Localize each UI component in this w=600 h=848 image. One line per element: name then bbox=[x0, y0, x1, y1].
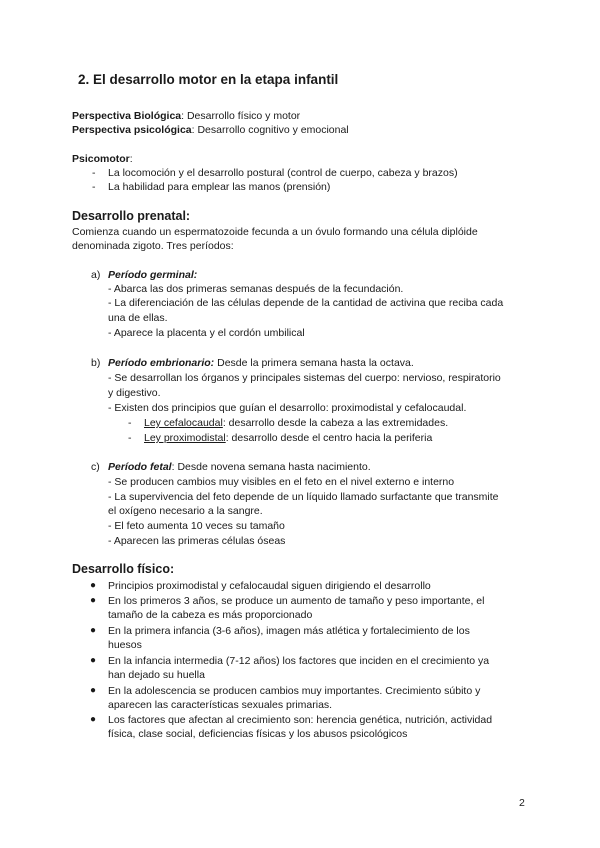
dash-marker: - bbox=[92, 167, 96, 179]
prenatal-intro-line: denominada zigoto. Tres períodos: bbox=[72, 240, 234, 252]
fisico-item-line: aparecen las características sexuales primarias. bbox=[108, 699, 333, 711]
ley-cefalocaudal-desc: : desarrollo desde la cabeza a las extremidades. bbox=[222, 417, 449, 429]
ley-cefalocaudal bbox=[144, 416, 448, 430]
ley-proximodistal-desc: : desarrollo desde el centro hacia la periferia bbox=[225, 432, 433, 444]
prenatal-heading: Desarrollo prenatal: bbox=[72, 209, 191, 223]
page-number: 2 bbox=[519, 797, 525, 809]
periodo-germinal-line: - La diferenciación de las células depende de la cantidad de activina que reciba cada bbox=[108, 297, 504, 309]
dash-marker: - bbox=[92, 181, 96, 193]
fisico-item-line: En la primera infancia (3-6 años), imagen más atlética y fortalecimiento de los bbox=[108, 625, 470, 637]
fisico-item-line: En la infancia intermedia (7-12 años) los factores que inciden en el crecimiento ya bbox=[108, 655, 490, 667]
fisico-item-line: huesos bbox=[108, 639, 142, 651]
section-title: 2. El desarrollo motor en la etapa infantil bbox=[78, 72, 339, 87]
bullet-icon: ● bbox=[90, 580, 97, 591]
list-marker-b: b) bbox=[91, 357, 101, 369]
psicomotor-item: La habilidad para emplear las manos (prensión) bbox=[108, 181, 331, 193]
periodo-fetal-line: - Aparecen las primeras células óseas bbox=[108, 535, 286, 547]
fisico-item-line: Los factores que afectan al crecimiento son: herencia genética, nutrición, actividad bbox=[108, 714, 493, 726]
periodo-germinal-line: una de ellas. bbox=[108, 312, 168, 324]
periodo-germinal-title bbox=[108, 268, 197, 282]
periodo-fetal-line: el oxígeno necesario a la sangre. bbox=[108, 505, 263, 517]
periodo-embrionario-rest: Desde la primera semana hasta la octava. bbox=[214, 357, 414, 369]
psicomotor-heading bbox=[72, 152, 133, 166]
bullet-icon: ● bbox=[90, 685, 97, 696]
perspective-psicologica bbox=[72, 123, 349, 137]
list-marker-c: c) bbox=[91, 461, 100, 473]
dash-marker: - bbox=[128, 432, 132, 444]
periodo-embrionario-line: y digestivo. bbox=[108, 387, 161, 399]
perspective-biologica-text: : Desarrollo físico y motor bbox=[181, 110, 301, 122]
periodo-embrionario-label: Período embrionario: bbox=[108, 357, 215, 369]
periodo-embrionario-title bbox=[108, 356, 414, 370]
prenatal-intro-line: Comienza cuando un espermatozoide fecunda a un óvulo formando una célula diplóide bbox=[72, 226, 478, 238]
periodo-embrionario-line: - Existen dos principios que guían el desarrollo: proximodistal y cefalocaudal. bbox=[108, 402, 467, 414]
perspective-biologica bbox=[72, 109, 300, 123]
bullet-icon: ● bbox=[90, 655, 97, 666]
perspective-psicologica-label: Perspectiva psicológica bbox=[72, 124, 192, 136]
list-marker-a: a) bbox=[91, 269, 101, 281]
ley-proximodistal-label: Ley proximodistal bbox=[144, 432, 226, 444]
fisico-item-line: tamaño de la cabeza es más proporcionado bbox=[108, 609, 313, 621]
fisico-item-line: Principios proximodistal y cefalocaudal siguen dirigiendo el desarrollo bbox=[108, 580, 431, 592]
bullet-icon: ● bbox=[90, 625, 97, 636]
periodo-fetal-line: - La supervivencia del feto depende de un líquido llamado surfactante que transmite bbox=[108, 491, 499, 503]
dash-marker: - bbox=[128, 417, 132, 429]
perspective-biologica-label: Perspectiva Biológica bbox=[72, 110, 182, 122]
fisico-item-line: han dejado su huella bbox=[108, 669, 205, 681]
psicomotor-label: Psicomotor bbox=[72, 153, 130, 165]
fisico-heading: Desarrollo físico: bbox=[72, 562, 175, 576]
periodo-embrionario-line: - Se desarrollan los órganos y principales sistemas del cuerpo: nervioso, respiratorio bbox=[108, 372, 501, 384]
bullet-icon: ● bbox=[90, 595, 97, 606]
periodo-fetal-rest: : Desde novena semana hasta nacimiento. bbox=[171, 461, 371, 473]
periodo-fetal-line: - Se producen cambios muy visibles en el feto en el nivel externo e interno bbox=[108, 476, 455, 488]
bullet-icon: ● bbox=[90, 714, 97, 725]
ley-cefalocaudal-label: Ley cefalocaudal bbox=[144, 417, 223, 429]
periodo-germinal-line: - Aparece la placenta y el cordón umbilical bbox=[108, 327, 305, 339]
psicomotor-item: La locomoción y el desarrollo postural (control de cuerpo, cabeza y brazos) bbox=[108, 167, 458, 179]
psicomotor-colon: : bbox=[129, 153, 133, 165]
periodo-germinal-line: - Abarca las dos primeras semanas después de la fecundación. bbox=[108, 283, 404, 295]
fisico-item-line: física, clase social, deficiencias físicas y los abusos psicológicos bbox=[108, 728, 408, 740]
periodo-fetal-line: - El feto aumenta 10 veces su tamaño bbox=[108, 520, 285, 532]
periodo-fetal-title bbox=[108, 460, 371, 474]
ley-proximodistal bbox=[144, 431, 432, 445]
periodo-germinal-label: Período germinal: bbox=[108, 269, 198, 281]
perspective-psicologica-text: : Desarrollo cognitivo y emocional bbox=[191, 124, 349, 136]
fisico-item-line: En los primeros 3 años, se produce un aumento de tamaño y peso importante, el bbox=[108, 595, 485, 607]
periodo-fetal-label: Período fetal bbox=[108, 461, 172, 473]
fisico-item-line: En la adolescencia se producen cambios muy importantes. Crecimiento súbito y bbox=[108, 685, 481, 697]
